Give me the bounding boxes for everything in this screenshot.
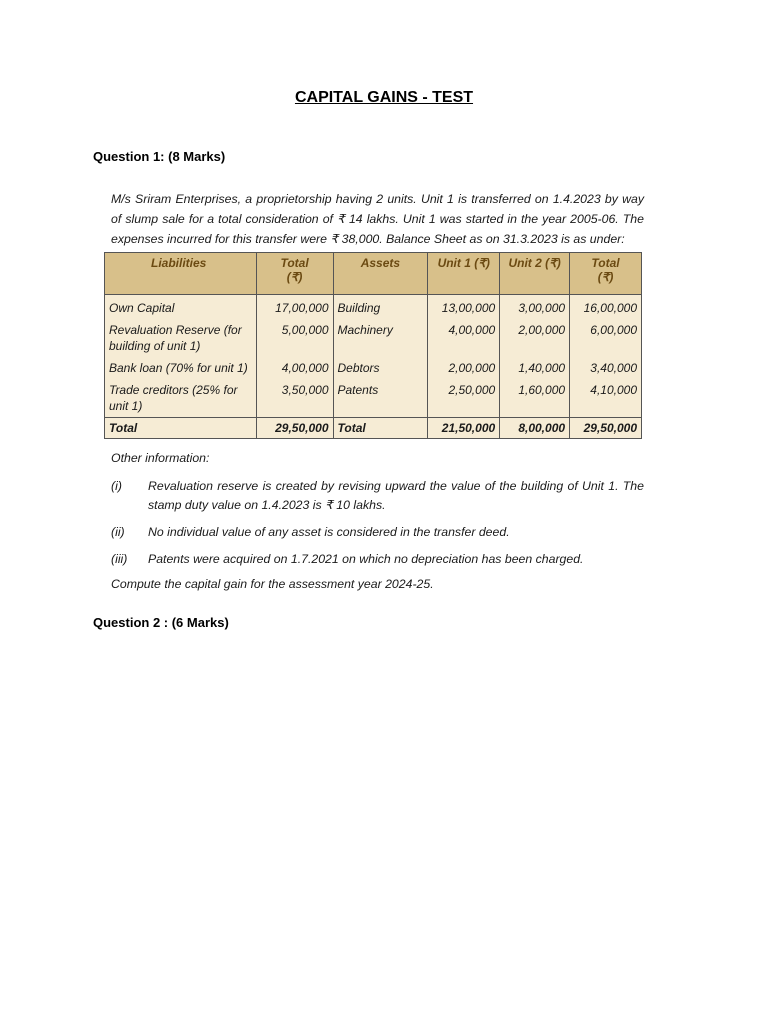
- cell-unit2: 3,00,000: [500, 295, 570, 320]
- table-row: [105, 379, 642, 418]
- table-row: [105, 319, 642, 357]
- cell-total2: 16,00,000: [570, 295, 642, 320]
- cell-asset: Building: [333, 295, 428, 320]
- info-item-text: No individual value of any asset is considered in the transfer deed.: [148, 525, 510, 539]
- question-2-heading: Question 2 : (6 Marks): [93, 615, 229, 630]
- cell-unit2: 1,60,000: [500, 379, 570, 418]
- info-item-number: (ii): [111, 525, 125, 539]
- cell-unit1: 2,50,000: [428, 379, 500, 418]
- table-row: [105, 295, 642, 320]
- header-unit2: Unit 2 (₹): [500, 253, 570, 295]
- total-label-assets: Total: [333, 418, 428, 439]
- header-assets: Assets: [333, 253, 428, 295]
- cell-asset: Machinery: [333, 319, 428, 357]
- info-item-text: Patents were acquired on 1.7.2021 on which no depreciation has been charged.: [148, 552, 584, 566]
- cell-liability: Own Capital: [105, 295, 257, 320]
- info-item-text: Revaluation reserve is created by revising upward the value of the building of Unit 1. The stamp duty value on 1.4.2023 is ₹ 10 lakhs.: [148, 479, 644, 512]
- cell-liability: Revaluation Reserve (for building of unit 1): [105, 319, 257, 357]
- header-liabilities: Liabilities: [105, 253, 257, 295]
- question-1-instruction: Compute the capital gain for the assessment year 2024-25.: [111, 577, 434, 591]
- table-row: [105, 357, 642, 379]
- header-total-assets: [570, 253, 642, 295]
- cell-liability: Bank loan (70% for unit 1): [105, 357, 257, 379]
- header-total-assets-line2: (₹): [597, 270, 614, 284]
- question-1-intro: M/s Sriram Enterprises, a proprietorship having 2 units. Unit 1 is transferred on 1.4.2023 by way of slump sale for a total consideration of ₹ 14 lakhs. Unit 1 was started in the year 2005-06. The expenses incurred for this transfer were ₹ 38,000. Balance Sheet as on 31.3.2023 is as under:: [111, 192, 644, 246]
- total-label-liabilities: Total: [105, 418, 257, 439]
- total-assets-value: 29,50,000: [570, 418, 642, 439]
- cell-unit1: 13,00,000: [428, 295, 500, 320]
- cell-asset: Debtors: [333, 357, 428, 379]
- cell-total: 3,50,000: [256, 379, 333, 418]
- table-total-row: [105, 418, 642, 439]
- header-total-liabilities: [256, 253, 333, 295]
- cell-total: 17,00,000: [256, 295, 333, 320]
- cell-unit1: 4,00,000: [428, 319, 500, 357]
- balance-sheet-table: [104, 252, 642, 439]
- other-information-label: Other information:: [111, 451, 210, 465]
- header-total-liabilities-line1: Total: [280, 256, 309, 270]
- page-title: CAPITAL GAINS - TEST: [294, 89, 474, 106]
- cell-unit2: 2,00,000: [500, 319, 570, 357]
- cell-total2: 4,10,000: [570, 379, 642, 418]
- info-item: [111, 523, 644, 542]
- question-1-heading: Question 1: (8 Marks): [93, 149, 226, 164]
- info-item: [111, 550, 644, 569]
- header-total-assets-line1: Total: [591, 256, 620, 270]
- total-liabilities-value: 29,50,000: [256, 418, 333, 439]
- cell-total2: 6,00,000: [570, 319, 642, 357]
- cell-unit1: 2,00,000: [428, 357, 500, 379]
- info-item-number: (iii): [111, 552, 128, 566]
- cell-total2: 3,40,000: [570, 357, 642, 379]
- info-item-number: (i): [111, 479, 122, 493]
- total-unit1-value: 21,50,000: [428, 418, 500, 439]
- cell-liability: Trade creditors (25% for unit 1): [105, 379, 257, 418]
- cell-total: 4,00,000: [256, 357, 333, 379]
- cell-unit2: 1,40,000: [500, 357, 570, 379]
- total-unit2-value: 8,00,000: [500, 418, 570, 439]
- cell-asset: Patents: [333, 379, 428, 418]
- info-item: [111, 477, 644, 515]
- table-header-row: [105, 253, 642, 295]
- cell-total: 5,00,000: [256, 319, 333, 357]
- header-total-liabilities-line2: (₹): [286, 270, 303, 284]
- header-unit1: Unit 1 (₹): [428, 253, 500, 295]
